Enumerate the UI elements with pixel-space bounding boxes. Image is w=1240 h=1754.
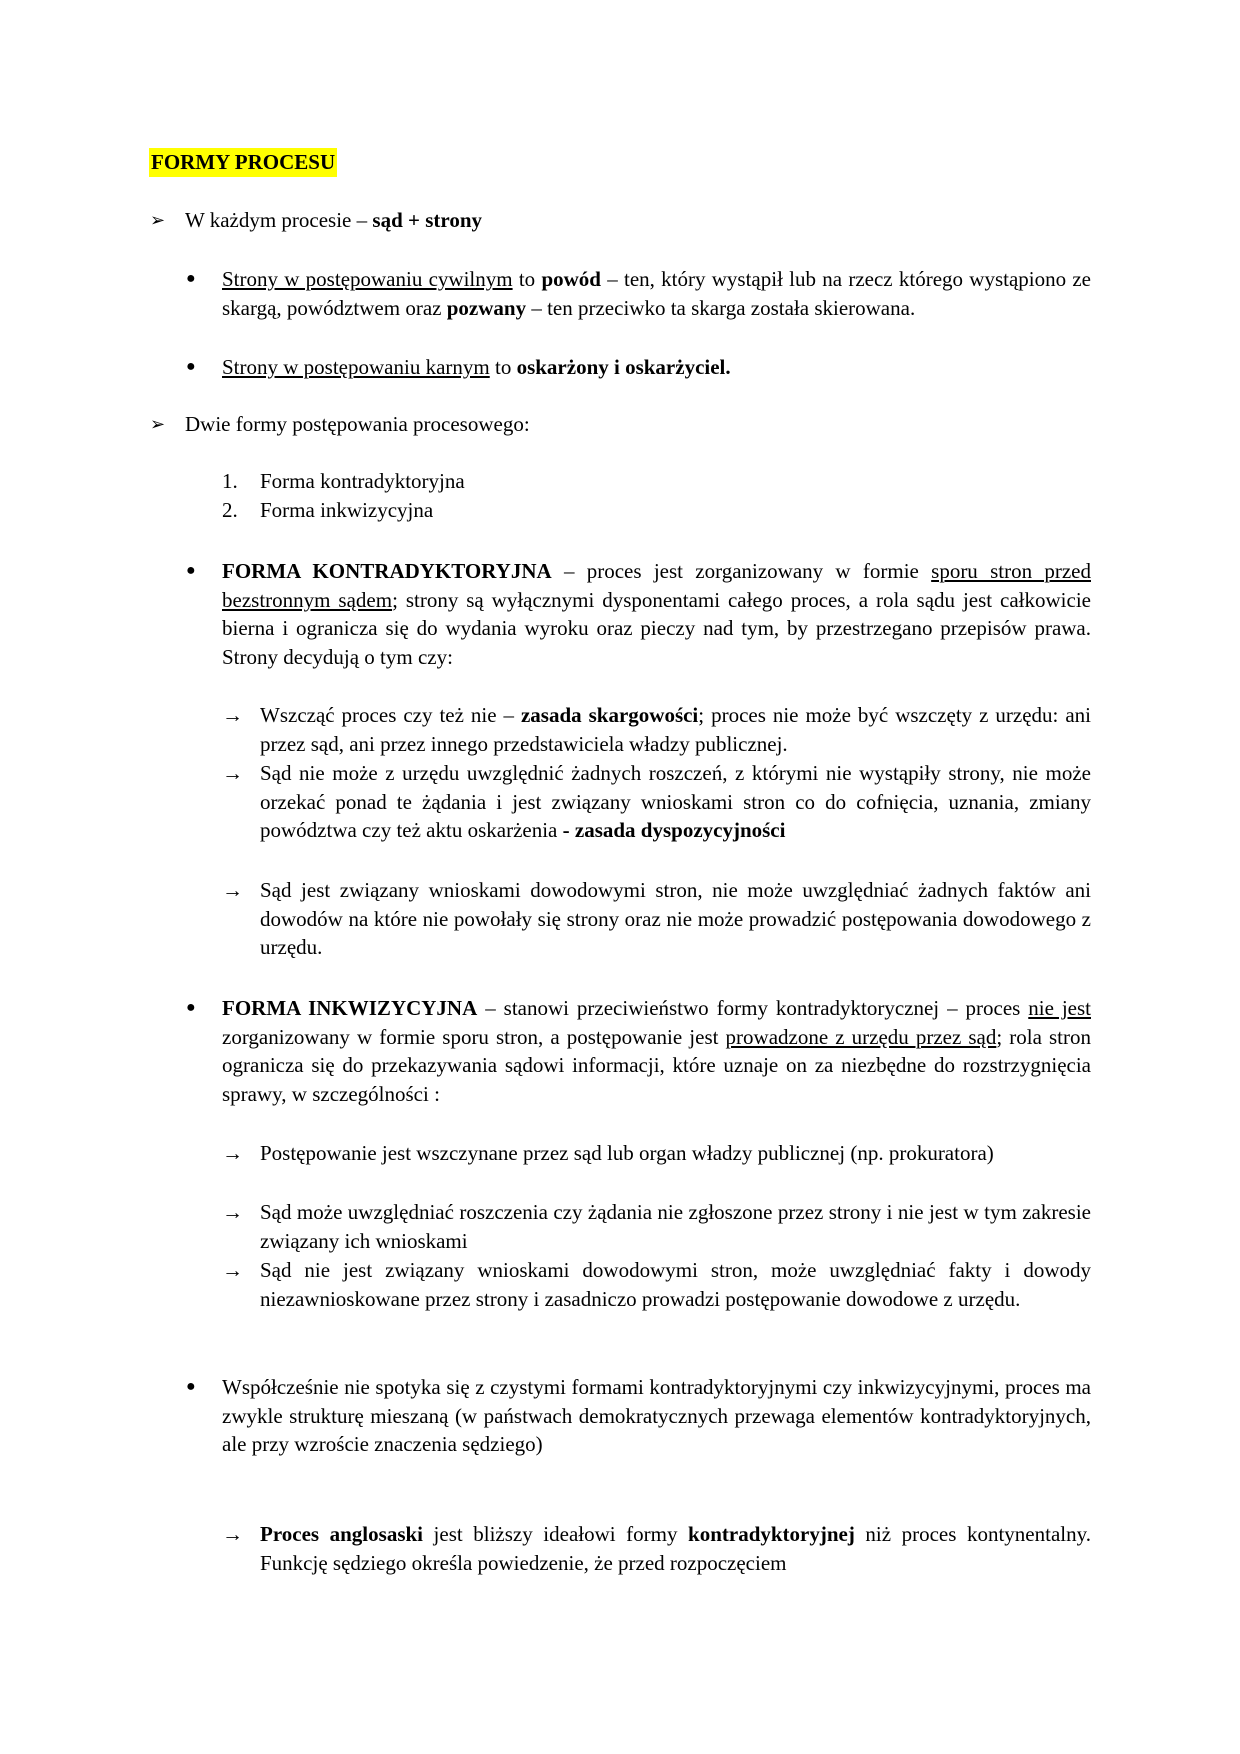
paragraph [260, 701, 1091, 758]
text-span [541, 267, 601, 291]
text-span: W każdym procesie – [185, 208, 373, 232]
paragraph [222, 353, 1091, 382]
arrowhead-bullet-icon: ➢ [150, 414, 166, 434]
paragraph [260, 759, 1091, 845]
text-span [447, 296, 526, 320]
text-span [372, 208, 482, 232]
text-run: zasada skargowości [520, 703, 699, 727]
right-arrow-icon: → [222, 1258, 243, 1282]
text-span: to [512, 267, 542, 291]
bullet-icon: ● [186, 562, 196, 579]
text-run: Proces anglosaski [260, 1522, 424, 1546]
text-span: zorganizowany w formie sporu stron, a postępowanie jest [222, 1024, 726, 1049]
text-span: Sąd może uwzględniać roszczenia czy żądania nie zgłoszone przez strony i nie jest w tym zakresie związany ich wnioskami [260, 1200, 1091, 1253]
text-run: - zasada dyspozycyjności [562, 818, 786, 843]
text-span: jest bliższy ideałowi formy [423, 1522, 689, 1546]
text-run: sporu stron przed bezstronnym sądem [222, 559, 1091, 612]
paragraph [260, 876, 1091, 962]
text-span [688, 1522, 855, 1546]
text-span [222, 267, 513, 291]
right-arrow-icon: → [222, 1141, 243, 1165]
bullet-icon: ● [186, 358, 196, 375]
text-span [260, 1522, 423, 1546]
paragraph [222, 1373, 1091, 1459]
paragraph [222, 994, 1091, 1109]
paragraph [222, 265, 1091, 322]
list-item [260, 496, 1091, 525]
paragraph [260, 1256, 1091, 1313]
right-arrow-icon: → [222, 703, 243, 727]
text-span: Forma inkwizycyjna [260, 498, 434, 522]
text-run: powód [541, 267, 601, 291]
text-span: ; proces nie może być wszczęty z urzędu: ani przez sąd, ani przez innego przedstawiciela władzy publicznej. [260, 703, 1091, 756]
text-run: FORMA KONTRADYKTORYJNA [222, 559, 552, 583]
text-span: – ten, który wystąpił lub na rzecz którego wystąpiono ze skargą, powództwem oraz [222, 267, 1092, 320]
list-item [260, 467, 1091, 496]
text-span: Forma kontradyktoryjna [260, 469, 465, 493]
text-span: – ten przeciwko ta skarga została skierowana. [526, 295, 916, 320]
text-span: to [489, 355, 517, 379]
arrowhead-bullet-icon: ➢ [150, 210, 166, 230]
bullet-icon: ● [186, 1378, 196, 1395]
right-arrow-icon: → [222, 1200, 243, 1224]
text-span [726, 1025, 997, 1049]
text-run: Strony w postępowaniu karnym [222, 355, 490, 379]
text-span [521, 703, 698, 727]
text-span: ; rola stron ogranicza się do przekazywania sądowi informacji, które uznaje on za niezbędne do rozstrzygnięcia sprawy, w szczególności : [222, 1024, 1092, 1107]
list-number: 1. [222, 469, 238, 493]
text-span [222, 996, 477, 1020]
text-span: Współcześnie nie spotyka się z czystymi formami kontradyktoryjnymi czy inkwizycyjnymi, proces ma zwykle strukturę mieszaną (w państwach demokratycznych przewaga elementów kontradyktoryjnych, ale przy wzroście znaczenia sędziego) [222, 1375, 1091, 1457]
paragraph [185, 410, 1091, 439]
text-run: oskarżony i oskarżyciel. [516, 355, 731, 379]
text-run: Strony w postępowaniu cywilnym [222, 267, 513, 291]
paragraph [260, 1139, 1091, 1168]
text-span: Sąd jest związany wnioskami dowodowymi stron, nie może uwzględniać żadnych faktów ani dowodów na które nie powołały się strony oraz nie może prowadzić postępowania dowodowego z urzędu. [260, 878, 1091, 960]
text-span: niż proces kontynentalny. Funkcję sędziego określa powiedzenie, że przed rozpoczęciem [260, 1522, 1092, 1575]
text-run: prowadzone z urzędu przez sąd [725, 1024, 997, 1049]
text-span: ; strony są wyłącznymi dysponentami całego proces, a rola sądu jest całkowicie bierna i ogranicza się do wydania wyroku oraz pieczy nad tym, by przestrzegano przepisów prawa. Strony decydują o tym czy: [222, 587, 1091, 670]
text-span: Sąd nie może z urzędu uwzględnić żadnych roszczeń, z którymi nie wystąpiły strony, nie może orzekać ponad te żądania i jest związany wnioskami stron co do cofnięcia, uznania, zmiany powództwa czy też aktu oskarżenia [260, 761, 1091, 843]
right-arrow-icon: → [222, 761, 243, 785]
text-run: sąd + strony [372, 208, 482, 232]
list-number: 2. [222, 498, 238, 522]
text-span: – proces jest zorganizowany w formie [551, 559, 932, 583]
text-run: FORMA INKWIZYCYJNA [222, 996, 478, 1020]
document-title: FORMY PROCESU [149, 148, 337, 177]
text-span [1028, 996, 1091, 1020]
text-span [563, 818, 786, 842]
text-span: Dwie formy postępowania procesowego: [185, 412, 530, 436]
paragraph [222, 557, 1091, 672]
right-arrow-icon: → [222, 1522, 243, 1546]
text-span [222, 559, 552, 583]
right-arrow-icon: → [222, 878, 243, 902]
text-span: Sąd nie jest związany wnioskami dowodowymi stron, może uwzględniać fakty i dowody niezawnioskowane przez strony i zasadniczo prowadzi postępowanie dowodowe z urzędu. [260, 1258, 1091, 1311]
text-span [517, 355, 731, 379]
text-run: pozwany [446, 295, 527, 320]
text-run: nie jest [1028, 996, 1091, 1020]
paragraph [260, 1520, 1091, 1577]
paragraph [260, 1198, 1091, 1255]
text-span [222, 355, 490, 379]
text-run: kontradyktoryjnej [688, 1522, 855, 1546]
bullet-icon: ● [186, 999, 196, 1016]
paragraph [185, 206, 1091, 235]
text-span: Postępowanie jest wszczynane przez sąd lub organ władzy publicznej (np. prokuratora) [260, 1141, 994, 1165]
bullet-icon: ● [186, 270, 196, 287]
text-span: – stanowi przeciwieństwo formy kontradyktorycznej – proces [477, 996, 1029, 1020]
text-span: Wszcząć proces czy też nie – [260, 703, 521, 727]
